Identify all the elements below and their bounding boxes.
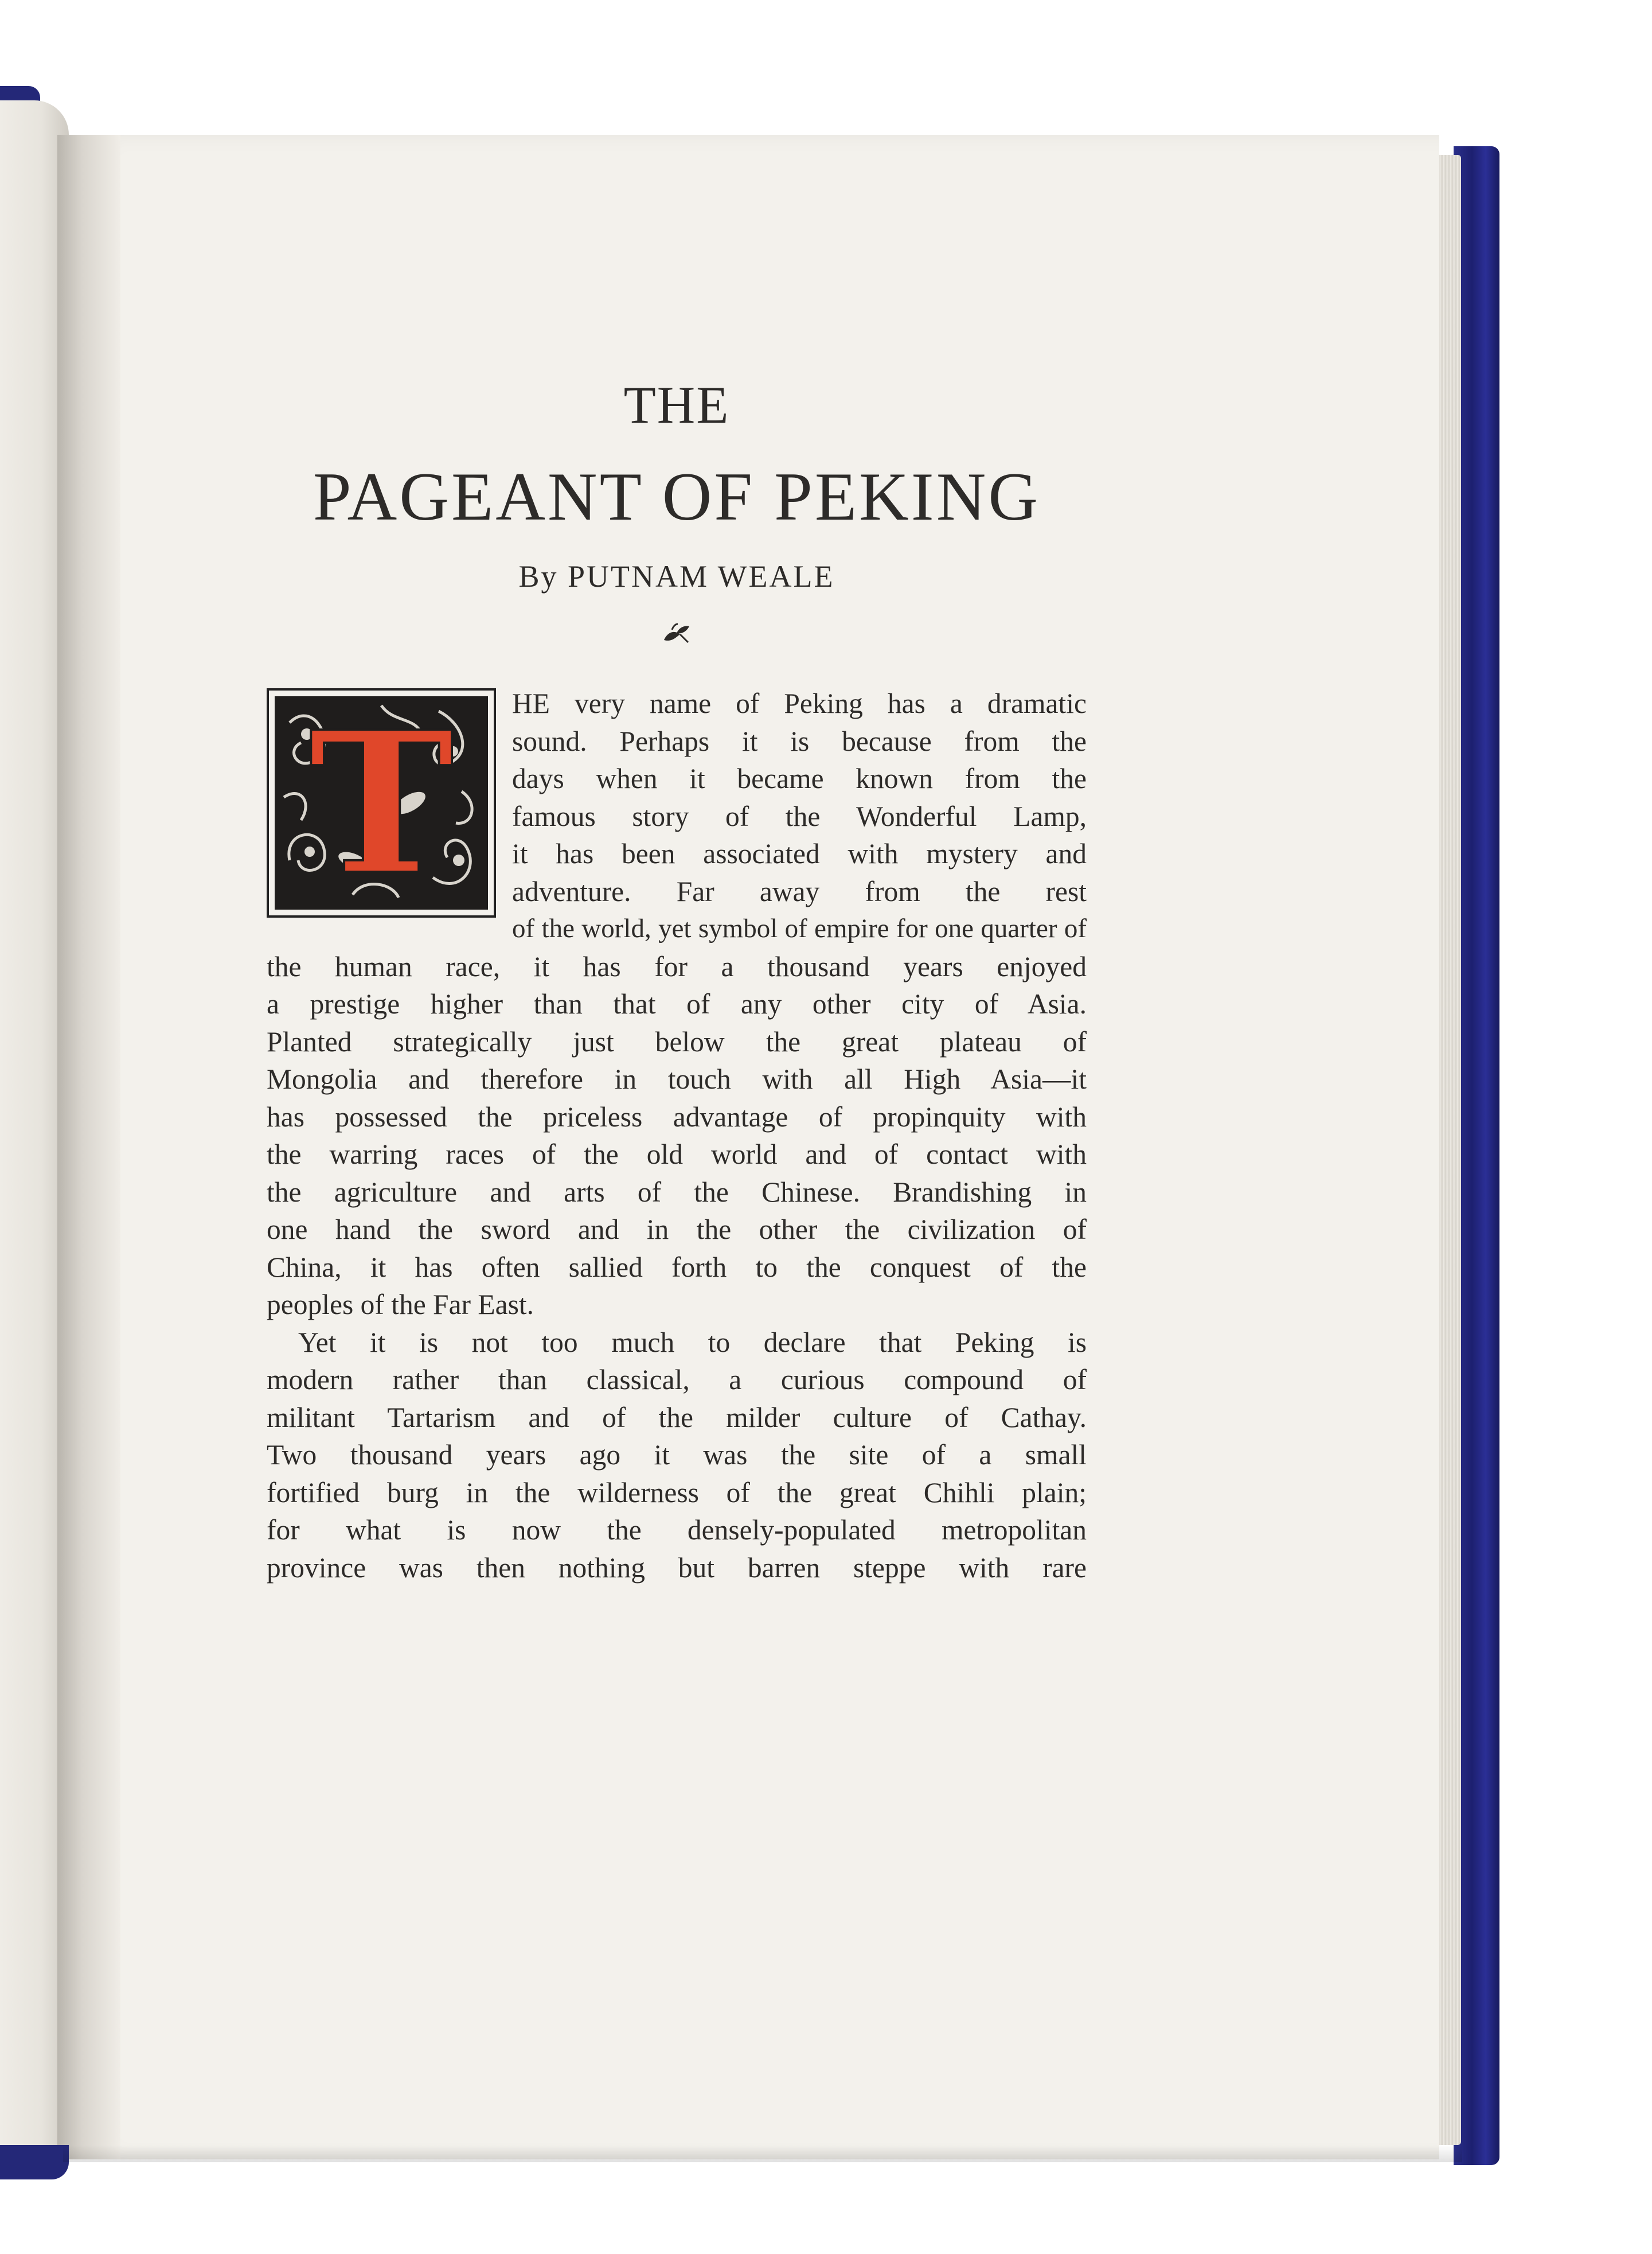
text-line: Two thousand years ago it was the site of a small [267,1439,1087,1471]
text-line: Yet it is not too much to declare that Peking is [298,1326,1087,1358]
leaf-ornament-icon [659,617,694,652]
author-byline: By PUTNAM WEALE [518,559,835,594]
text-line: modern rather than classical, a curious compound of [267,1364,1087,1395]
text-line: of the world, yet symbol of empire for one quarter of [512,914,1087,943]
page-title: PAGEANT OF PEKING [313,458,1041,535]
drop-cap [267,688,496,918]
page-content [267,356,1087,1586]
text-line: HE very name of Peking has a dramatic [512,688,1087,719]
text-line: sound. Perhaps it is because from the [512,725,1087,757]
drop-cap-ornament-icon [267,688,496,918]
page-shadow [63,2145,1462,2162]
text-line: the warring races of the old world and of contact with [267,1138,1087,1170]
text-line: province was then nothing but barren steppe with rare [267,1551,1087,1584]
text-line: it has been associated with mystery and [512,838,1087,869]
text-line: fortified burg in the wilderness of the great Chihli plain; [267,1476,1087,1508]
text-line: famous story of the Wonderful Lamp, [512,800,1087,832]
text-line: militant Tartarism and of the milder culture of Cathay. [267,1401,1087,1433]
text-line: Planted strategically just below the great plateau of [267,1025,1087,1058]
text-line: Mongolia and therefore in touch with all High Asia—it [267,1063,1087,1095]
text-line: China, it has often sallied forth to the conquest of the [267,1251,1087,1283]
text-line: one hand the sword and in the other the civilization of [267,1214,1087,1245]
text-line: days when it became known from the [512,763,1087,794]
book-gutter [57,135,120,2159]
text-line: adventure. Far away from the rest [512,875,1087,907]
text-line: the agriculture and arts of the Chinese. Brandishing in [267,1176,1087,1208]
drop-cap-letter: T [308,689,454,918]
text-line: the human race, it has for a thousand years enjoyed [267,950,1087,982]
text-line: a prestige higher than that of any other city of Asia. [267,988,1087,1020]
text-line: for what is now the densely-populated metropolitan [267,1514,1087,1546]
article-body [267,685,1087,1586]
title-line-1: THE [623,376,730,434]
book-cover-corner-bottom [0,2145,69,2179]
paragraph-2 [267,1324,1087,1587]
text-line: has possessed the priceless advantage of propinquity with [267,1101,1087,1133]
text-line: peoples of the Far East. [267,1289,534,1320]
